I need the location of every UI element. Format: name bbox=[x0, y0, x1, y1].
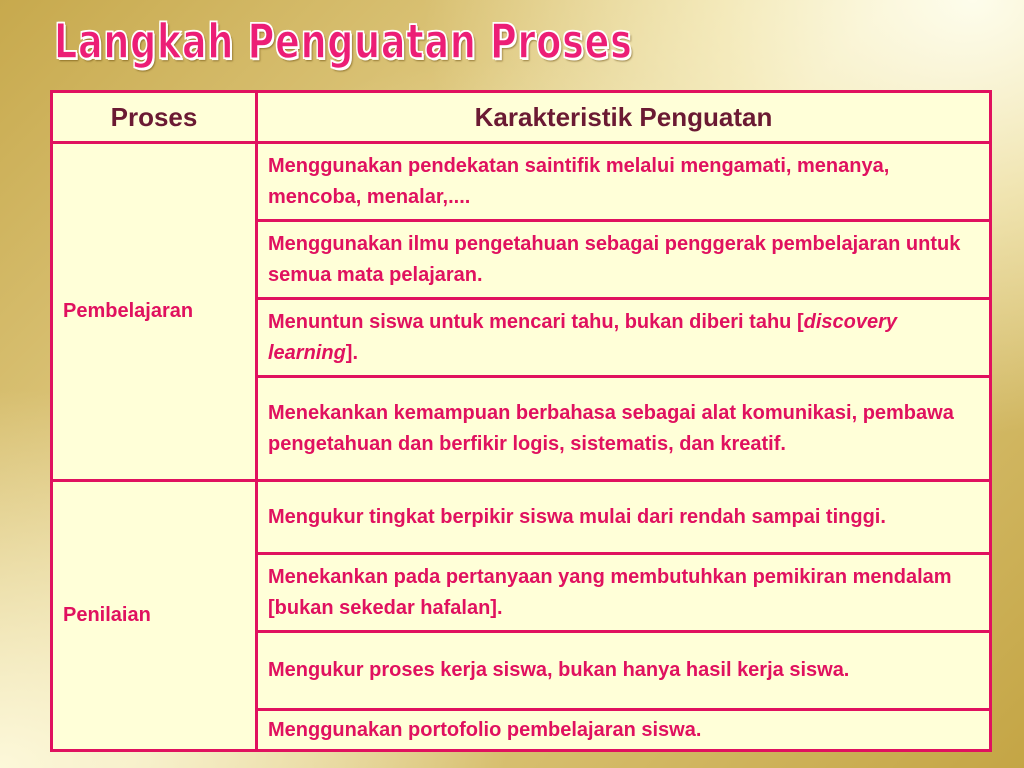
characteristic-cell: Menggunakan ilmu pengetahuan sebagai penggerak pembelajaran untuk semua mata pelajaran. bbox=[257, 221, 991, 299]
characteristic-cell: Mengukur tingkat berpikir siswa mulai dari rendah sampai tinggi. bbox=[257, 481, 991, 554]
header-process: Proses bbox=[52, 92, 257, 143]
characteristic-text: Menuntun siswa untuk mencari tahu, bukan diberi tahu [ bbox=[268, 310, 804, 333]
discovery-learning-emphasis: discovery learning bbox=[268, 310, 897, 364]
characteristic-cell bbox=[257, 299, 991, 377]
table-row bbox=[52, 481, 991, 554]
characteristic-cell: Menggunakan pendekatan saintifik melalui mengamati, menanya, mencoba, menalar,.... bbox=[257, 143, 991, 221]
process-table bbox=[50, 90, 992, 752]
process-penilaian: Penilaian bbox=[52, 481, 257, 751]
characteristic-text-end: ]. bbox=[345, 341, 359, 364]
table-row bbox=[52, 143, 991, 221]
header-characteristics: Karakteristik Penguatan bbox=[257, 92, 991, 143]
table-header-row bbox=[52, 92, 991, 143]
characteristic-cell: Mengukur proses kerja siswa, bukan hanya hasil kerja siswa. bbox=[257, 632, 991, 710]
characteristic-cell: Menggunakan portofolio pembelajaran siswa. bbox=[257, 710, 991, 751]
characteristic-cell: Menekankan pada pertanyaan yang membutuhkan pemikiran mendalam [bukan sekedar hafalan]. bbox=[257, 554, 991, 632]
slide-title: Langkah Penguatan Proses bbox=[54, 14, 633, 70]
process-pembelajaran: Pembelajaran bbox=[52, 143, 257, 481]
characteristic-cell: Menekankan kemampuan berbahasa sebagai alat komunikasi, pembawa pengetahuan dan berfikir logis, sistematis, dan kreatif. bbox=[257, 377, 991, 481]
